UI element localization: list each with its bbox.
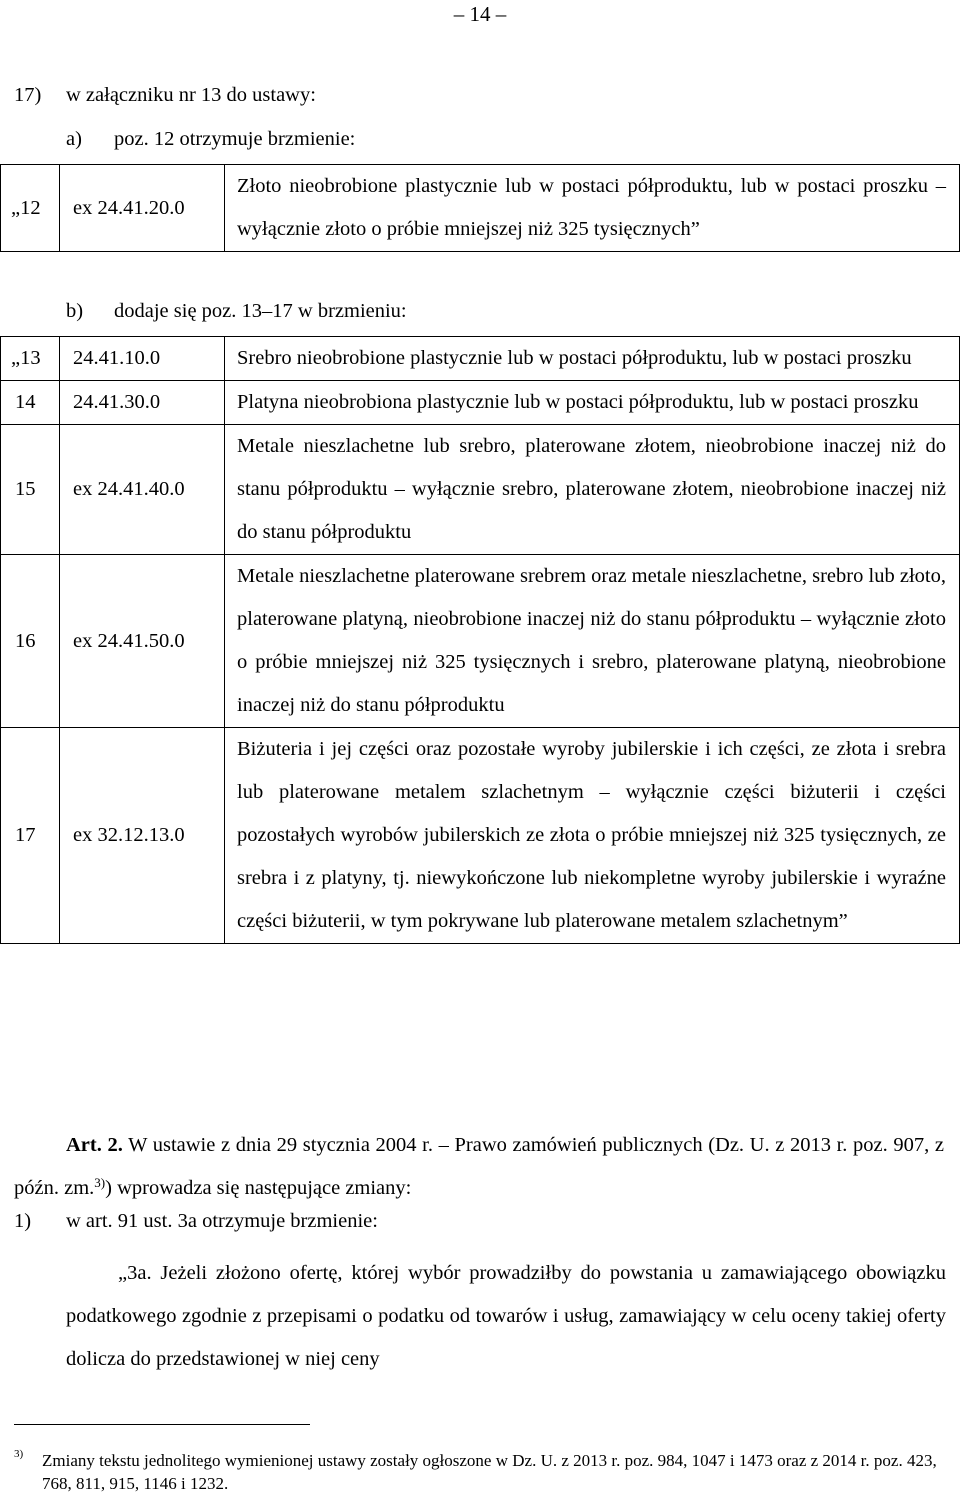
items-table-1 xyxy=(0,164,960,252)
row-number: 15 xyxy=(1,425,60,555)
article-text-end: ) wprowadza się następujące zmiany: xyxy=(105,1177,412,1199)
row-code: ex 24.41.40.0 xyxy=(60,425,225,555)
article-2-paragraph xyxy=(14,1124,944,1210)
row-description: Złoto nieobrobione plastycznie lub w postaci półproduktu, lub w postaci proszku – wyłącznie złoto o próbie mniejszej niż 325 tysięcznych” xyxy=(225,165,960,252)
row-number: 13 xyxy=(20,347,41,369)
row-code: ex 32.12.13.0 xyxy=(60,728,225,944)
table-row xyxy=(1,425,960,555)
article-text: W ustawie z dnia 29 stycznia 2004 r. – Prawo zamówień publicznych (Dz. U. z 2013 r. poz. 907, z późn. zm. xyxy=(14,1134,944,1199)
row-description: Biżuteria i jej części oraz pozostałe wyroby jubilerskie i ich części, ze złota i srebra lub platerowane metalem szlachetnym – wyłącznie części biżuterii i części pozostałych wyrobów jubilerskich ze złota o próbie mniejszej niż 325 tysięcznych, ze srebra i z platyny, tj. niewykończone lub niekompletne wyroby jubilerskie i wyraźne części biżuterii, w tym pokrywane lub platerowane metalem szlachetnym” xyxy=(225,728,960,944)
row-number: 16 xyxy=(1,555,60,728)
row-description: Srebro nieobrobione plastycznie lub w postaci półproduktu, lub w postaci proszku xyxy=(225,337,960,381)
row-description: Metale nieszlachetne platerowane srebrem oraz metale nieszlachetne, srebro lub złoto, platerowane platyną, nieobrobione inaczej niż do stanu półproduktu – wyłącznie złoto o próbie mniejszej niż 325 tysięcznych i srebro, platerowane platyną, nieobrobione inaczej niż do stanu półproduktu xyxy=(225,555,960,728)
row-number: 17 xyxy=(1,728,60,944)
footnote-text: Zmiany tekstu jednolitego wymienionej ustawy zostały ogłoszone w Dz. U. z 2013 r. poz. 984, 1047 i 1473 oraz z 2014 r. poz. 423, 768, 811, 915, 1146 i 1232. xyxy=(42,1451,937,1493)
table-row xyxy=(1,165,960,252)
row-code: ex 24.41.50.0 xyxy=(60,555,225,728)
item-text: w załączniku nr 13 do ustawy: xyxy=(66,84,316,106)
row-number: 12 xyxy=(20,196,41,219)
table-row xyxy=(1,381,960,425)
row-description: Metale nieszlachetne lub srebro, platerowane złotem, nieobrobione inaczej niż do stanu półproduktu – wyłącznie srebro, platerowane złotem, nieobrobione inaczej niż do stanu półproduktu xyxy=(225,425,960,555)
sub-item-letter: b) xyxy=(66,300,84,322)
table-row xyxy=(1,337,960,381)
row-code: 24.41.10.0 xyxy=(60,337,225,381)
sub-item-letter: a) xyxy=(66,128,82,150)
point-text: w art. 91 ust. 3a otrzymuje brzmienie: xyxy=(66,1210,378,1232)
table-row xyxy=(1,728,960,944)
opening-quote: „ xyxy=(11,196,21,219)
items-table-2 xyxy=(0,336,960,944)
footnote xyxy=(14,1448,954,1493)
row-code: 24.41.30.0 xyxy=(60,381,225,425)
quoted-paragraph-3a: „3a. Jeżeli złożono ofertę, której wybór prowadziłby do powstania u zamawiającego obowiązku podatkowego zgodnie z przepisami o podatku od towarów i usług, zamawiający w celu oceny takiej oferty dolicza do przedstawionej w niej ceny xyxy=(66,1262,946,1370)
row-number-cell xyxy=(1,337,60,381)
page-number: – 14 – xyxy=(453,2,507,26)
footnote-reference: 3) xyxy=(94,1175,106,1190)
sub-item-text: dodaje się poz. 13–17 w brzmieniu: xyxy=(114,300,407,322)
footnote-separator xyxy=(14,1424,310,1425)
row-number: 14 xyxy=(1,381,60,425)
row-code: ex 24.41.20.0 xyxy=(60,165,225,252)
point-number: 1) xyxy=(14,1210,32,1232)
item-number: 17) xyxy=(14,84,42,106)
table-row xyxy=(1,555,960,728)
sub-item-text: poz. 12 otrzymuje brzmienie: xyxy=(114,128,356,150)
footnote-mark: 3) xyxy=(14,1448,24,1460)
row-description: Platyna nieobrobiona plastycznie lub w postaci półproduktu, lub w postaci proszku xyxy=(225,381,960,425)
opening-quote: „ xyxy=(11,347,21,369)
article-label: Art. 2. xyxy=(66,1134,123,1156)
row-number-cell xyxy=(1,165,60,252)
